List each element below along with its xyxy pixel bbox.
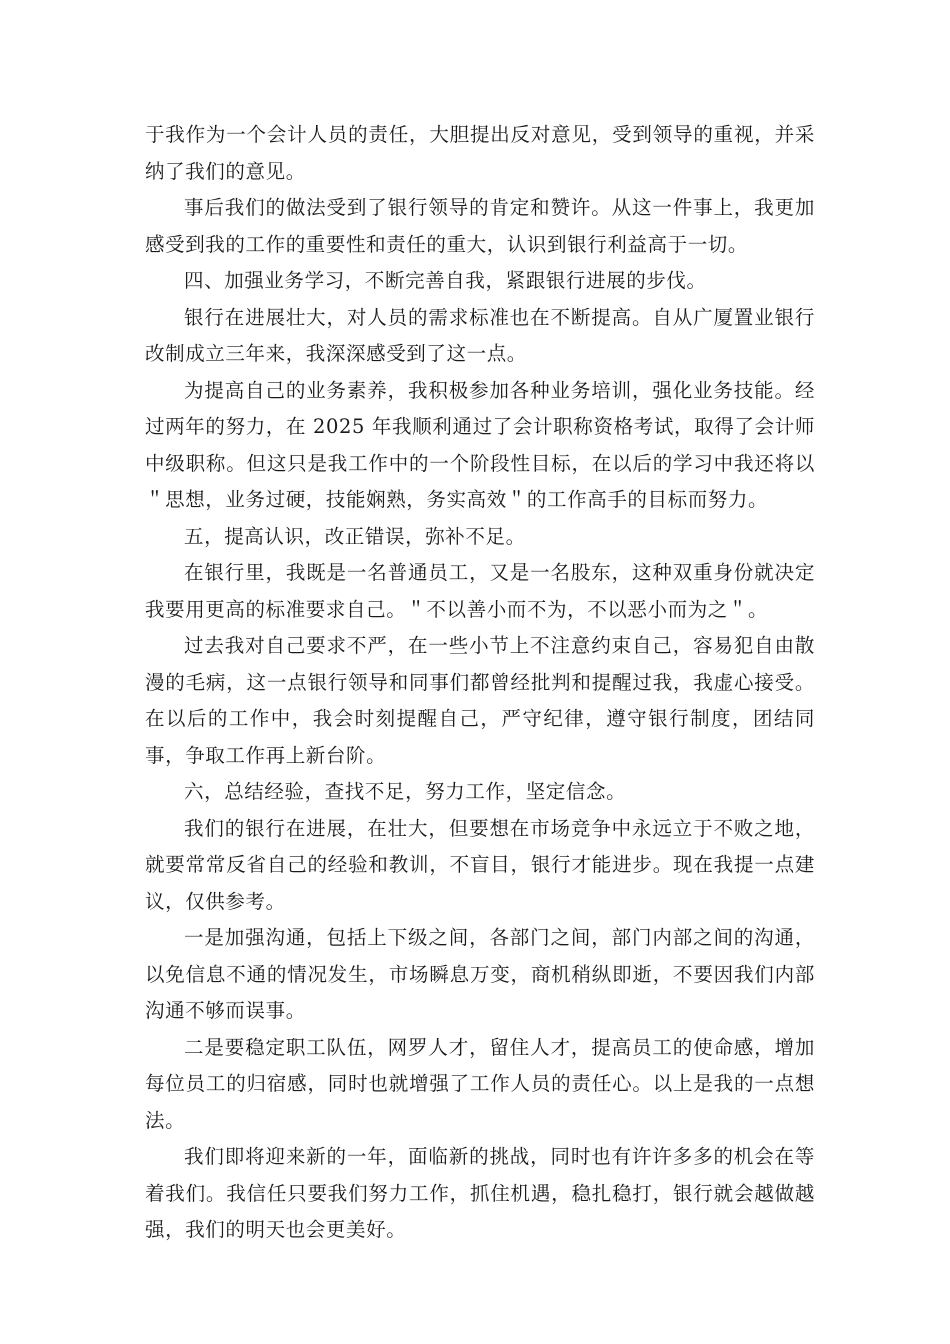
paragraph: 我们的银行在进展，在壮大，但要想在市场竞争中永远立于不败之地，就要常常反省自己的经验和教训，不盲目，银行才能进步。现在我提一点建议，仅供参考。 [145,816,815,913]
section-heading: 六，总结经验，查找不足，努力工作，坚定信念。 [184,780,627,803]
section-heading: 五，提高认识，改正错误，弥补不足。 [184,524,526,548]
paragraph: 于我作为一个会计人员的责任，大胆提出反对意见，受到领导的重视，并采纳了我们的意见。 [145,123,815,183]
document-body [145,117,815,1249]
paragraph: 过去我对自己要求不严，在一些小节上不注意约束自己，容易犯自由散漫的毛病，这一点银行领导和同事们都曾经批判和提醒过我，我虚心接受。在以后的工作中，我会时刻提醒自己，严守纪律，遵守银行制度，团结同事，争取工作再上新台阶。 [145,634,815,767]
section-heading: 四、加强业务学习，不断完善自我，紧跟银行进展的步伐。 [184,269,707,292]
paragraph: 银行在进展壮大，对人员的需求标准也在不断提高。自从广厦置业银行改制成立三年来，我深深感受到了这一点。 [145,305,815,365]
paragraph: 二是要稳定职工队伍，网罗人才，留住人才，提高员工的使命感，增加每位员工的归宿感，同时也就增强了工作人员的责任心。以上是我的一点想法。 [145,1035,815,1132]
paragraph: 一是加强沟通，包括上下级之间，各部门之间，部门内部之间的沟通，以免信息不通的情况发生，市场瞬息万变，商机稍纵即逝，不要因我们内部沟通不够而误事。 [145,926,815,1022]
paragraph: 我们即将迎来新的一年，面临新的挑战，同时也有许许多多的机会在等着我们。我信任只要我们努力工作，抓住机遇，稳扎稳打，银行就会越做越强，我们的明天也会更美好。 [145,1145,815,1241]
paragraph: 事后我们的做法受到了银行领导的肯定和赞许。从这一件事上，我更加感受到我的工作的重要性和责任的重大，认识到银行利益高于一切。 [145,196,815,256]
paragraph: 为提高自己的业务素养，我积极参加各种业务培训，强化业务技能。经过两年的努力，在 2025 年我顺利通过了会计职称资格考试，取得了会计师中级职称。但这只是我工作中的一个阶段性目标，在以后的学习中我还将以＂思想，业务过硬，技能娴熟，务实高效＂的工作高手的目标而努力。 [145,378,815,511]
paragraph: 在银行里，我既是一名普通员工，又是一名股东，这种双重身份就决定我要用更高的标准要求自己。＂不以善小而不为，不以恶小而为之＂。 [145,561,815,621]
